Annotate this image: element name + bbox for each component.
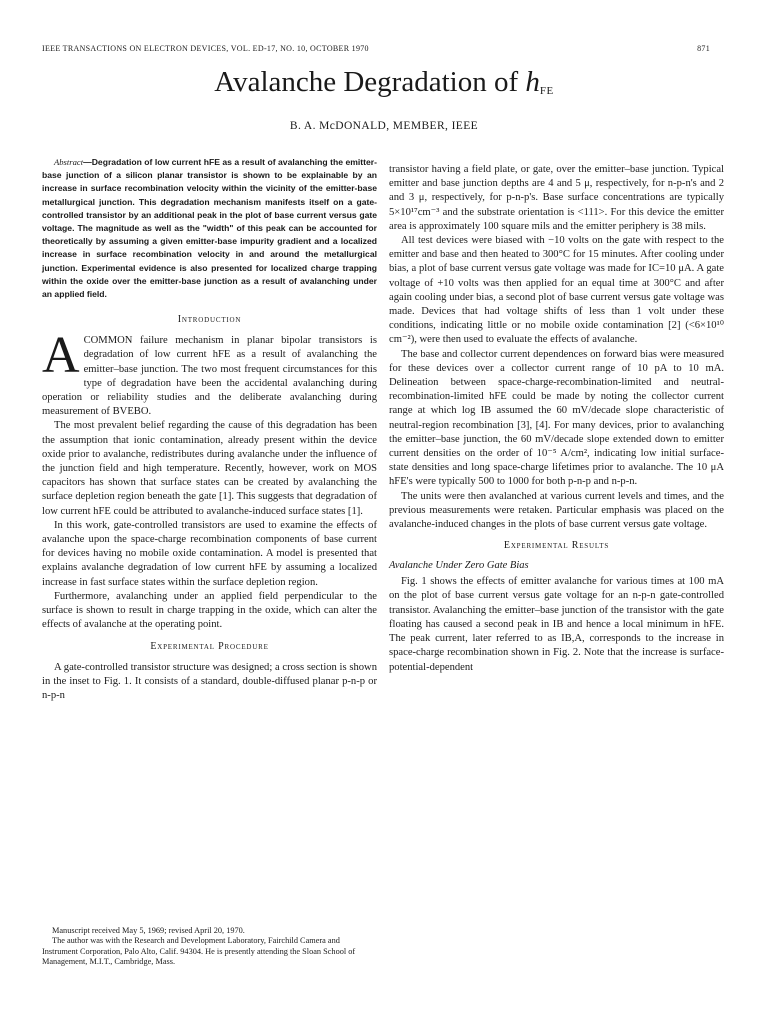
drop-cap: A: [42, 327, 80, 385]
abstract-text: —Degradation of low current hFE as a result of avalanching the emitter-base junction of a silicon planar transistor is shown to be explainable by an increase in surface recombination velocity within the vicinity of the emitter-base metallurgical junction. This degradation mechanism manifests itself on a gate-controlled transistor by an additional peak in the plot of base current versus gate voltage. The magnitude as well as the "width" of this peak can be accounted for theoretically by assuming a given emitter-base impurity gradient and a localized increase in surface recombination velocity in and around the metallurgical junction. Experimental evidence is also presented for localized charge trapping within the oxide over the emitter-base junction as a result of avalanching under an applied field.: [42, 157, 377, 300]
section-heading-procedure: Experimental Procedure: [150, 640, 269, 652]
abstract-label: Abstract: [54, 157, 84, 167]
section-heading-introduction: Introduction: [177, 314, 242, 326]
procedure-paragraph-3: All test devices were biased with −10 volts on the gate with respect to the emitter and base and then heated to 300°C for 15 minutes. After cooling under bias, a plot of base current versus gate voltage was made for IC=10 μA. A gate voltage of +10 volts was then applied for an equal time at 300°C and after again cooling under bias, a second plot of base current versus gate voltage was made. Devices that had voltage shifts of less than 1 volt under these conditions, indicating little or no mobile oxide contamination [2] (<6×10¹⁰ cm⁻²), were then used to evaluate the effects of avalanche.: [389, 235, 724, 346]
intro-paragraph-4: Furthermore, avalanching under an applied field perpendicular to the surface is shown to result in charge trapping in the oxide, which can alter the effects of avalanche at the operating point.: [42, 590, 377, 631]
running-header: [42, 44, 710, 53]
procedure-paragraph-5: The units were then avalanched at various current levels and times, and the previous measurements were retaken. Particular emphasis was placed on the avalanche-induced changes in the plots of base current versus gate voltage.: [389, 490, 724, 531]
intro-paragraph-1-text: COMMON failure mechanism in planar bipolar transistors is degradation of low current hFE as a result of avalanching the emitter–base junction. The two most frequent circumstances for this type of degradation have been the accidental avalanching during operation or reliability studies and the deliberate avalanching during measurement of BVEBO.: [42, 335, 377, 418]
section-heading-results: Experimental Results: [503, 540, 610, 552]
footnote-received: Manuscript received May 5, 1969; revised April 20, 1970.: [52, 926, 245, 935]
title-symbol: h: [525, 66, 540, 98]
intro-paragraph-3: In this work, gate-controlled transistors are used to examine the effects of avalanche upon the space-charge recombination components of base current for devices having no mobile oxide contamination. A model is presented that explains avalanche degradation of low current hFE by assuming a localized increase in fast surface states within the surface depletion region.: [42, 519, 377, 588]
journal-citation: IEEE TRANSACTIONS ON ELECTRON DEVICES, VOL. ED-17, NO. 10, OCTOBER 1970: [42, 44, 369, 53]
title-subscript: FE: [539, 85, 554, 97]
footnote: [42, 926, 377, 968]
results-paragraph-1: Fig. 1 shows the effects of emitter avalanche for various times at 100 mA on the plot of base current versus gate voltage for an n-p-n gate-controlled transistor. Avalanching the emitter–base junction of the transistor with the gate floating has caused a second peak in IB and hence a local minimum in hFE. The peak current, later referred to as IB,A, corresponds to the increase in space-charge recombination shown in Fig. 2. Note that the increase is surface-potential-dependent: [389, 576, 724, 673]
page-number: 871: [697, 44, 710, 53]
abstract: [42, 156, 377, 301]
title-text: Avalanche Degradation of: [214, 66, 526, 98]
left-column: [42, 156, 377, 703]
procedure-paragraph-2: transistor having a field plate, or gate, over the emitter–base junction. Typical emitter and base junction depths are 4 and 5 μ, respectively, for n-p-n's and 2 and 3 μ, respectively, for p-n-p's. Base surface concentrations are typically 5×10¹⁷cm⁻³ and the substrate orientation is <111>. For this device the emitter area is approximately 100 square mils and the emitter periphery is 38 mils.: [389, 164, 724, 232]
author-line: B. A. McDONALD, MEMBER, IEEE: [289, 120, 479, 132]
footnote-affiliation: The author was with the Research and Development Laboratory, Fairchild Camera and Instrument Corporation, Palo Alto, Calif. 94304. He is presently attending the Sloan School of Management, M.I.T., Cambridge, Mass.: [42, 936, 356, 967]
procedure-paragraph-1: A gate-controlled transistor structure was designed; a cross section is shown in the inset to Fig. 1. It consists of a standard, double-diffused planar p-n-p or n-p-n: [42, 661, 377, 701]
paper-title: [0, 66, 768, 99]
intro-paragraph-2: The most prevalent belief regarding the cause of this degradation has been the assumption that ionic contamination, already present within the device oxide prior to avalanche, redistributes during avalanche under the influence of the junction field and high temperature. Recently, however, work on MOS capacitors has shown that surface states can be created by avalanching the surface depletion region beneath the gate [1]. This suggests that degradation of low current hFE could be attributed to avalanche-induced surface states [1].: [42, 420, 377, 517]
right-column: [389, 163, 724, 675]
intro-paragraph-1: [42, 327, 377, 419]
subsection-heading-zero-gate-bias: Avalanche Under Zero Gate Bias: [389, 560, 529, 572]
procedure-paragraph-4: The base and collector current dependences on forward bias were measured for these devices over a collector current range of 10 pA to 10 mA. Delineation between space-charge-recombination-limited and neutral-recombination-limited hFE could be made by noting the collector current range at which log IB assumed the 60 mV/decade slope characteristic of neutral-region recombination [3], [4]. For many devices, prior to avalanching the emitter–base junction, the 60 mV/decade slope extended down to emitter current densities on the order of 10⁻⁵ A/cm², indicating low initial surface-state densities and long space-charge lifetimes prior to avalanche. The 10 μA hFE's were typically 500 to 1000 for both p-n-p and n-p-n.: [389, 348, 724, 488]
